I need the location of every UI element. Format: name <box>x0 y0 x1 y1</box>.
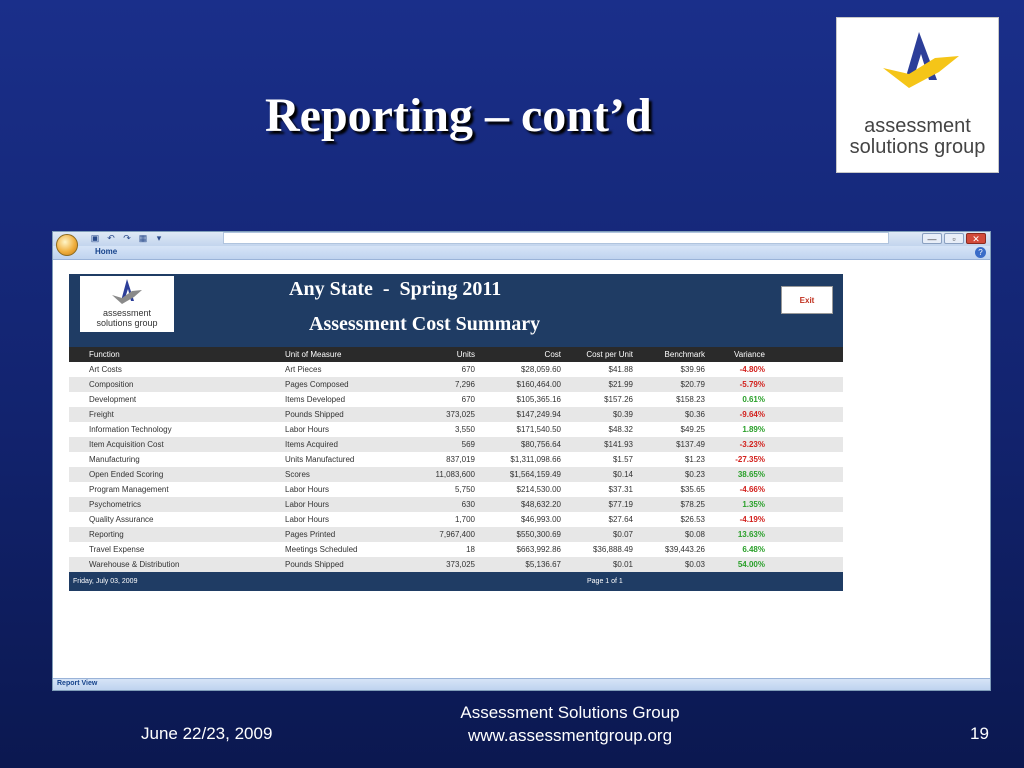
cell-spacer <box>769 497 843 512</box>
cell-units: 630 <box>391 497 479 512</box>
cell-units: 837,019 <box>391 452 479 467</box>
cell-cost: $550,300.69 <box>479 527 565 542</box>
cell-units: 670 <box>391 392 479 407</box>
cell-benchmark: $137.49 <box>637 437 709 452</box>
cell-function: Warehouse & Distribution <box>69 557 281 572</box>
cell-benchmark: $0.23 <box>637 467 709 482</box>
cell-benchmark: $0.36 <box>637 407 709 422</box>
cell-benchmark: $0.03 <box>637 557 709 572</box>
cell-cost: $46,993.00 <box>479 512 565 527</box>
cell-variance: 54.00% <box>709 557 769 572</box>
cell-cost-per-unit: $1.57 <box>565 452 637 467</box>
table-row <box>69 482 843 497</box>
undo-icon[interactable]: ↶ <box>107 233 115 243</box>
report <box>69 274 843 591</box>
status-view-label: Report View <box>57 680 98 687</box>
minimize-button[interactable]: — <box>922 233 942 244</box>
redo-icon[interactable]: ↷ <box>123 233 131 243</box>
cell-units: 1,700 <box>391 512 479 527</box>
cell-cost: $147,249.94 <box>479 407 565 422</box>
cell-function: Program Management <box>69 482 281 497</box>
view-icon[interactable]: ▦ <box>138 233 148 243</box>
cell-cost-per-unit: $37.31 <box>565 482 637 497</box>
cell-unit-of-measure: Scores <box>281 467 391 482</box>
cell-unit-of-measure: Pounds Shipped <box>281 407 391 422</box>
column-header-cost: Cost <box>479 347 565 362</box>
table-header-row <box>69 347 843 362</box>
logo-line2: solutions group <box>849 136 986 158</box>
column-header-function: Function <box>69 347 281 362</box>
cell-cost: $5,136.67 <box>479 557 565 572</box>
help-icon[interactable]: ? <box>975 247 986 258</box>
cell-unit-of-measure: Labor Hours <box>281 512 391 527</box>
cell-cost: $80,756.64 <box>479 437 565 452</box>
cell-cost: $214,530.00 <box>479 482 565 497</box>
cell-spacer <box>769 512 843 527</box>
office-button-icon[interactable] <box>56 234 78 256</box>
report-date: Friday, July 03, 2009 <box>73 578 138 585</box>
cell-benchmark: $35.65 <box>637 482 709 497</box>
column-header-units: Units <box>391 347 479 362</box>
cell-function: Freight <box>69 407 281 422</box>
cell-cost-per-unit: $41.88 <box>565 362 637 377</box>
cell-cost: $48,632.20 <box>479 497 565 512</box>
column-header-unit-of-measure: Unit of Measure <box>281 347 391 362</box>
cell-cost: $105,365.16 <box>479 392 565 407</box>
cell-unit-of-measure: Labor Hours <box>281 482 391 497</box>
table-row <box>69 497 843 512</box>
report-logo <box>80 276 174 332</box>
cell-cost-per-unit: $0.01 <box>565 557 637 572</box>
cell-variance: 13.63% <box>709 527 769 542</box>
cell-unit-of-measure: Items Developed <box>281 392 391 407</box>
cell-cost-per-unit: $77.19 <box>565 497 637 512</box>
cell-variance: -9.64% <box>709 407 769 422</box>
table-row <box>69 377 843 392</box>
report-subtitle: Assessment Cost Summary <box>309 313 541 335</box>
cell-cost-per-unit: $0.07 <box>565 527 637 542</box>
cell-function: Information Technology <box>69 422 281 437</box>
cell-spacer <box>769 422 843 437</box>
cell-benchmark: $20.79 <box>637 377 709 392</box>
report-logo-a-icon <box>110 277 144 309</box>
cell-units: 18 <box>391 542 479 557</box>
cell-units: 670 <box>391 362 479 377</box>
cell-cost: $663,992.86 <box>479 542 565 557</box>
logo-a-icon <box>875 28 965 108</box>
column-header-spacer <box>769 347 843 362</box>
cell-unit-of-measure: Art Pieces <box>281 362 391 377</box>
cell-cost-per-unit: $141.93 <box>565 437 637 452</box>
cell-benchmark: $39,443.26 <box>637 542 709 557</box>
slide-footer-org-name: Assessment Solutions Group <box>460 703 680 722</box>
slide-footer-date: June 22/23, 2009 <box>141 724 273 743</box>
cell-cost-per-unit: $0.39 <box>565 407 637 422</box>
cell-spacer <box>769 482 843 497</box>
cell-variance: -5.79% <box>709 377 769 392</box>
report-logo-line1: assessment <box>102 308 152 318</box>
cell-variance: 1.89% <box>709 422 769 437</box>
cell-variance: 38.65% <box>709 467 769 482</box>
slide-footer-org-url: www.assessmentgroup.org <box>467 726 673 745</box>
quick-access-toolbar <box>89 233 165 244</box>
slide-title: Reporting – cont’d <box>265 89 652 142</box>
cell-unit-of-measure: Labor Hours <box>281 422 391 437</box>
cell-variance: 6.48% <box>709 542 769 557</box>
cell-units: 373,025 <box>391 407 479 422</box>
table-row <box>69 512 843 527</box>
cell-spacer <box>769 362 843 377</box>
cell-benchmark: $78.25 <box>637 497 709 512</box>
window-titlebar <box>53 232 990 246</box>
table-row <box>69 467 843 482</box>
cell-function: Psychometrics <box>69 497 281 512</box>
cell-benchmark: $39.96 <box>637 362 709 377</box>
cell-cost: $28,059.60 <box>479 362 565 377</box>
slide-page-number: 19 <box>970 724 989 743</box>
cell-unit-of-measure: Pages Printed <box>281 527 391 542</box>
cell-benchmark: $158.23 <box>637 392 709 407</box>
cell-spacer <box>769 377 843 392</box>
logo-line1: assessment <box>864 115 971 137</box>
column-header-variance: Variance <box>709 347 769 362</box>
cell-cost-per-unit: $27.64 <box>565 512 637 527</box>
cell-cost-per-unit: $36,888.49 <box>565 542 637 557</box>
cell-units: 373,025 <box>391 557 479 572</box>
cell-cost: $171,540.50 <box>479 422 565 437</box>
cell-unit-of-measure: Labor Hours <box>281 497 391 512</box>
cell-spacer <box>769 407 843 422</box>
table-row <box>69 407 843 422</box>
cell-benchmark: $26.53 <box>637 512 709 527</box>
cell-function: Open Ended Scoring <box>69 467 281 482</box>
cell-unit-of-measure: Pages Composed <box>281 377 391 392</box>
table-row <box>69 392 843 407</box>
cell-function: Development <box>69 392 281 407</box>
cell-variance: -4.80% <box>709 362 769 377</box>
cell-function: Art Costs <box>69 362 281 377</box>
column-header-benchmark: Benchmark <box>637 347 709 362</box>
save-icon[interactable]: ▣ <box>90 233 100 243</box>
table-row <box>69 362 843 377</box>
cell-variance: -4.19% <box>709 512 769 527</box>
close-button[interactable]: ✕ <box>966 233 986 244</box>
report-viewer-window <box>52 231 991 691</box>
cell-cost-per-unit: $21.99 <box>565 377 637 392</box>
cell-unit-of-measure: Items Acquired <box>281 437 391 452</box>
cell-variance: -27.35% <box>709 452 769 467</box>
cell-benchmark: $1.23 <box>637 452 709 467</box>
cell-function: Travel Expense <box>69 542 281 557</box>
cell-spacer <box>769 527 843 542</box>
report-title: Any State - Spring 2011 <box>289 278 502 300</box>
cell-units: 7,296 <box>391 377 479 392</box>
cell-spacer <box>769 467 843 482</box>
cell-units: 7,967,400 <box>391 527 479 542</box>
company-logo <box>836 17 999 173</box>
cell-cost: $1,311,098.66 <box>479 452 565 467</box>
ribbon-tab-bar <box>53 246 990 260</box>
cell-function: Reporting <box>69 527 281 542</box>
table-row <box>69 452 843 467</box>
cell-variance: 1.35% <box>709 497 769 512</box>
cell-units: 5,750 <box>391 482 479 497</box>
cell-cost-per-unit: $157.26 <box>565 392 637 407</box>
cell-benchmark: $49.25 <box>637 422 709 437</box>
report-header <box>69 274 843 347</box>
cell-units: 11,083,600 <box>391 467 479 482</box>
exit-button[interactable]: Exit <box>781 286 833 314</box>
table-row <box>69 437 843 452</box>
cell-function: Quality Assurance <box>69 512 281 527</box>
slide-footer-org <box>420 701 720 747</box>
cell-cost: $160,464.00 <box>479 377 565 392</box>
report-page-indicator: Page 1 of 1 <box>587 578 623 585</box>
cell-spacer <box>769 542 843 557</box>
maximize-button[interactable]: ▫ <box>944 233 964 244</box>
cell-unit-of-measure: Meetings Scheduled <box>281 542 391 557</box>
report-footer <box>69 572 843 591</box>
window-title-field <box>223 232 889 244</box>
column-header-cost-per-unit: Cost per Unit <box>565 347 637 362</box>
cell-variance: -3.23% <box>709 437 769 452</box>
cell-unit-of-measure: Units Manufactured <box>281 452 391 467</box>
table-row <box>69 422 843 437</box>
cell-spacer <box>769 452 843 467</box>
cost-summary-table <box>69 347 843 572</box>
status-bar <box>53 678 990 690</box>
cell-units: 3,550 <box>391 422 479 437</box>
cell-function: Item Acquisition Cost <box>69 437 281 452</box>
customize-toolbar-icon[interactable]: ▾ <box>156 233 162 243</box>
table-row <box>69 557 843 572</box>
window-controls <box>922 233 986 244</box>
cell-cost: $1,564,159.49 <box>479 467 565 482</box>
cell-benchmark: $0.08 <box>637 527 709 542</box>
report-logo-line2: solutions group <box>96 318 158 328</box>
cell-spacer <box>769 437 843 452</box>
cell-function: Manufacturing <box>69 452 281 467</box>
cell-unit-of-measure: Pounds Shipped <box>281 557 391 572</box>
cell-variance: -4.66% <box>709 482 769 497</box>
cell-variance: 0.61% <box>709 392 769 407</box>
table-row <box>69 542 843 557</box>
cell-units: 569 <box>391 437 479 452</box>
cell-spacer <box>769 392 843 407</box>
table-row <box>69 527 843 542</box>
cell-cost-per-unit: $0.14 <box>565 467 637 482</box>
cell-cost-per-unit: $48.32 <box>565 422 637 437</box>
cell-spacer <box>769 557 843 572</box>
cell-function: Composition <box>69 377 281 392</box>
tab-home[interactable]: Home <box>95 247 118 256</box>
